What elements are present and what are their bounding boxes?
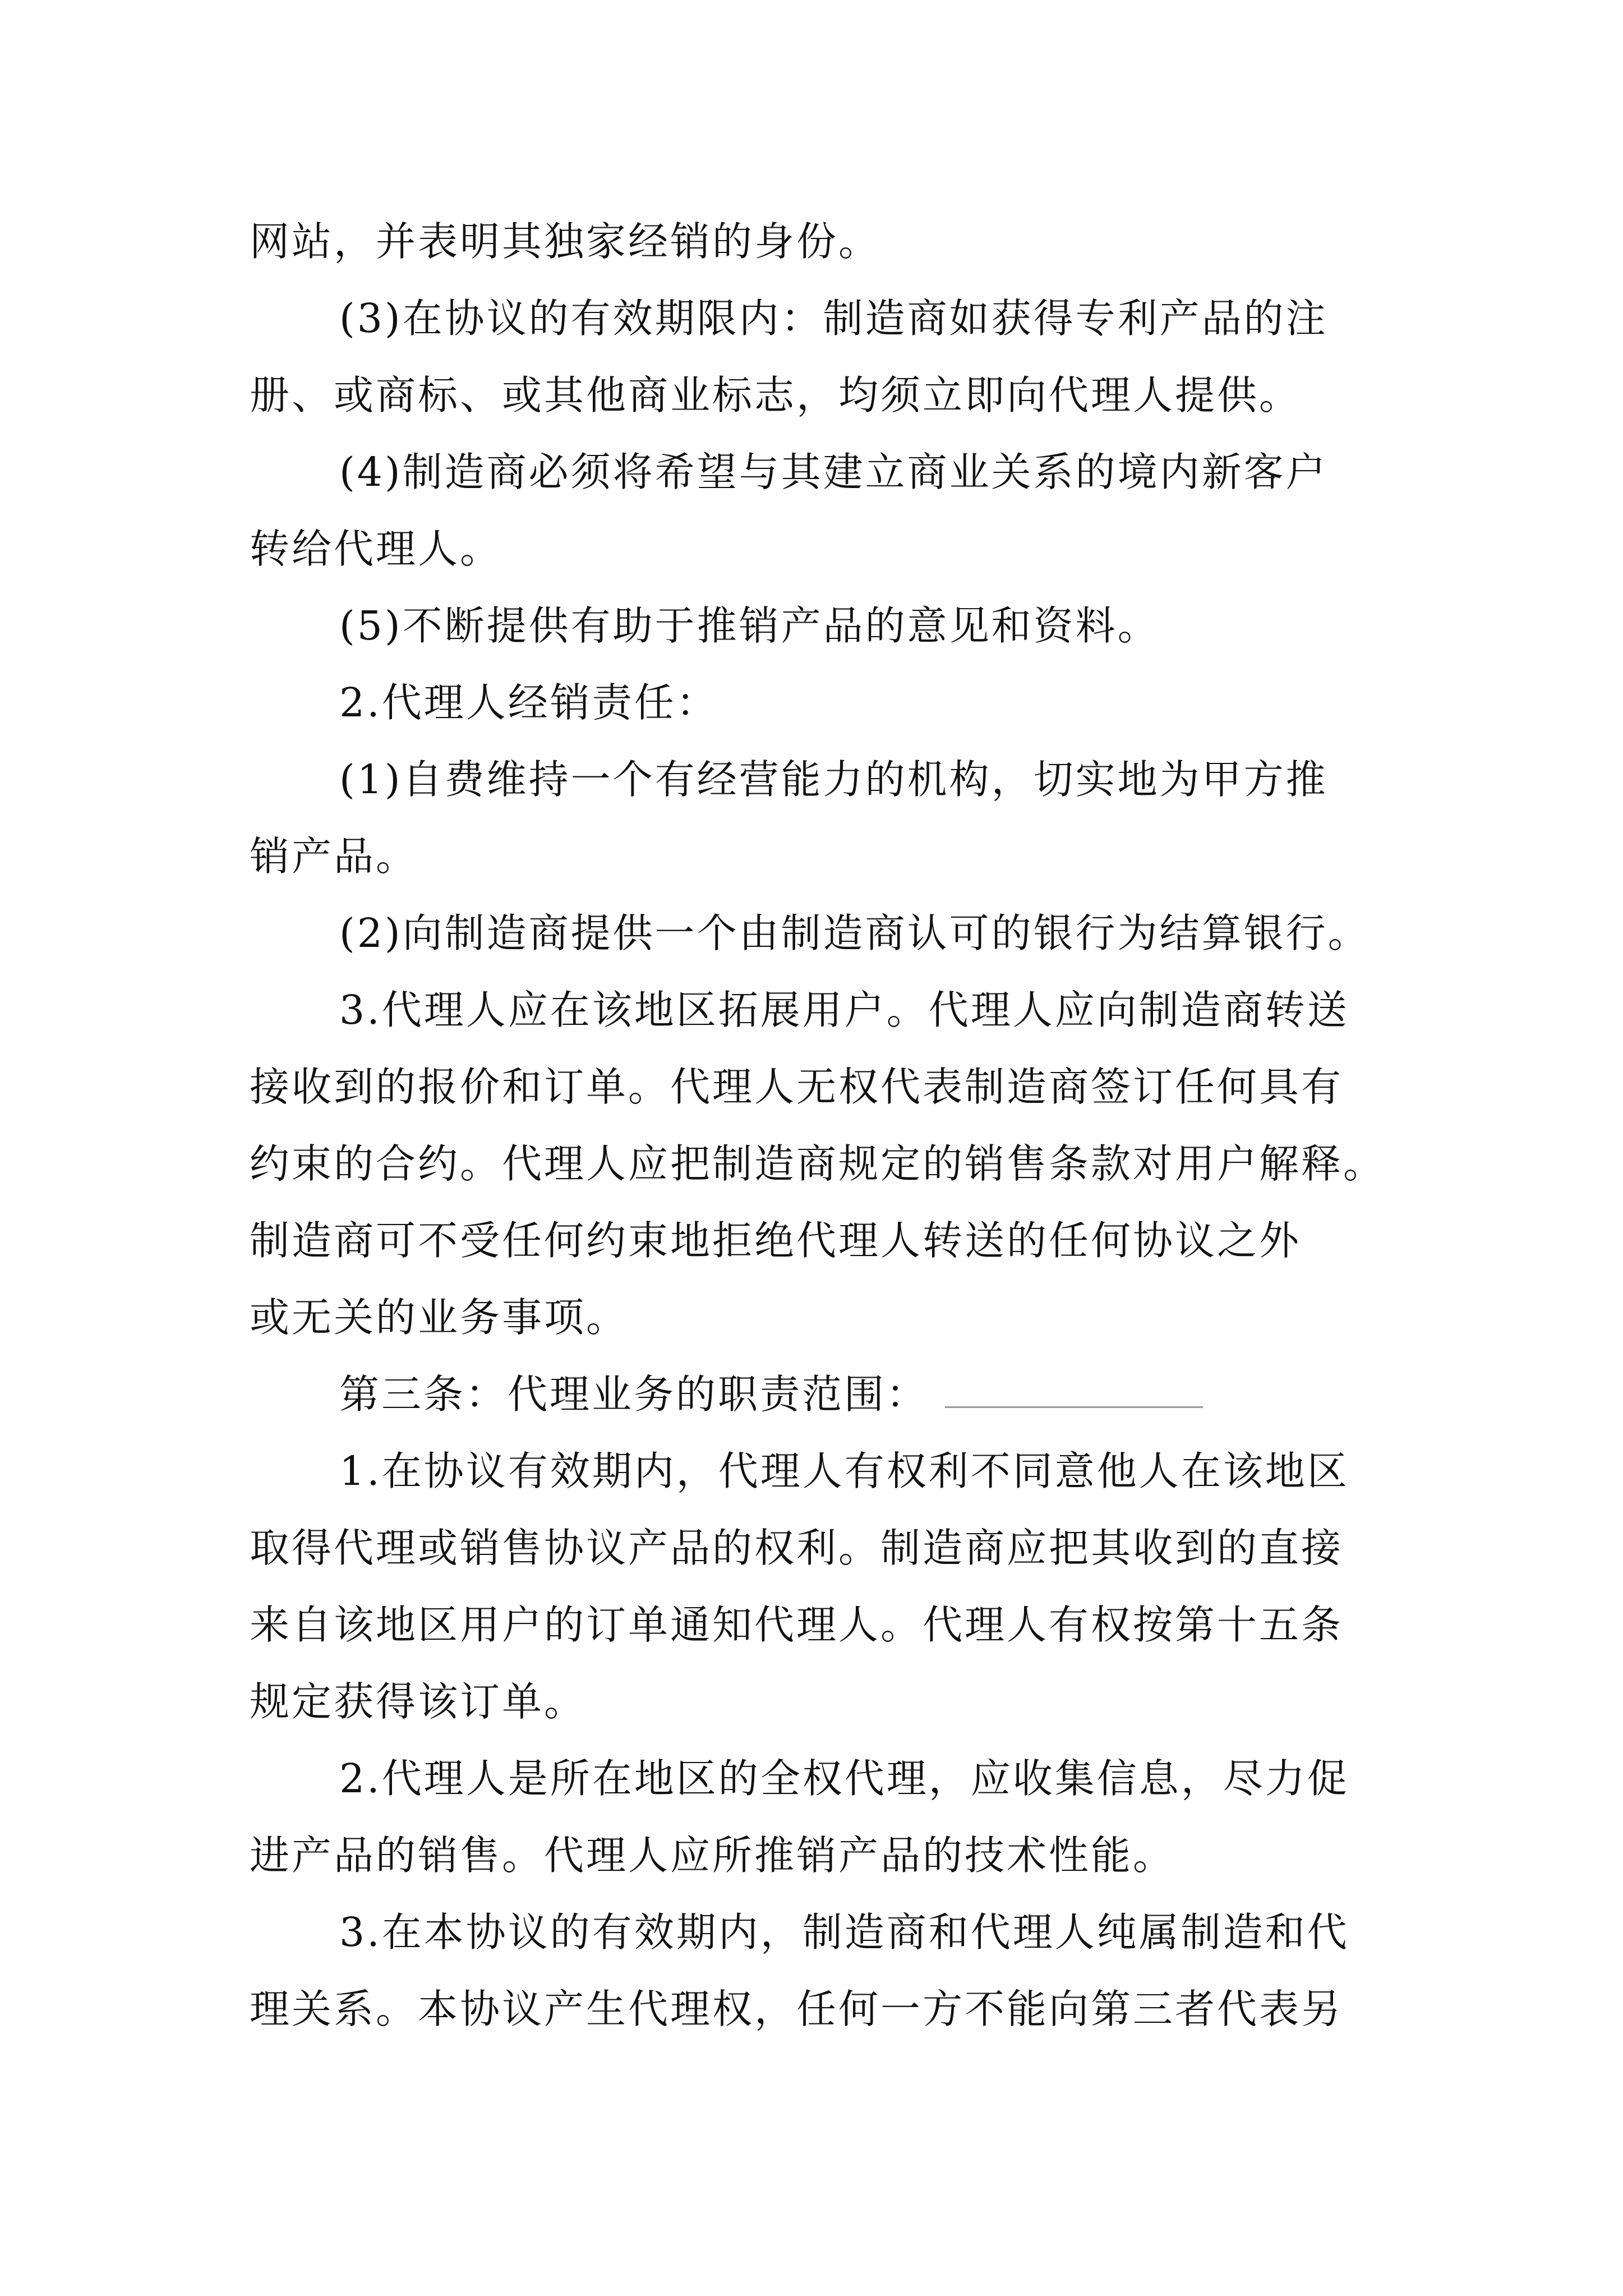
paragraph-line: 2.代理人是所在地区的全权代理，应收集信息，尽力促 — [339, 1755, 1349, 1802]
article-heading-line — [250, 1356, 1382, 1433]
paragraph-line: 转给代理人。 — [250, 526, 502, 572]
paragraph-line: 制造商可不受任何约束地拒绝代理人转送的任何协议之外 — [250, 1217, 1302, 1264]
paragraph-line: (5)不断提供有助于推销产品的意见和资料。 — [339, 602, 1160, 649]
paragraph-line: 销产品。 — [250, 833, 418, 880]
paragraph-line: 理关系。本协议产生代理权，任何一方不能向第三者代表另 — [250, 1986, 1344, 2032]
paragraph-line: 1.在协议有效期内，代理人有权利不同意他人在该地区 — [339, 1448, 1349, 1494]
paragraph-line: 取得代理或销售协议产品的权利。制造商应把其收到的直接 — [250, 1525, 1344, 1571]
paragraph-line: 约束的合约。代理人应把制造商规定的销售条款对用户解释。 — [250, 1140, 1386, 1187]
paragraph-line: 或无关的业务事项。 — [250, 1294, 629, 1341]
paragraph-line: 3.在本协议的有效期内，制造商和代理人纯属制造和代 — [339, 1909, 1349, 1955]
paragraph-line: 规定获得该订单。 — [250, 1678, 587, 1725]
blank-fill-line — [945, 1372, 1203, 1408]
paragraph-line: 接收到的报价和订单。代理人无权代表制造商签订任何具有 — [250, 1064, 1344, 1110]
paragraph-line: (1)自费维持一个有经营能力的机构，切实地为甲方推 — [339, 756, 1328, 803]
section-heading: 2.代理人经销责任： — [339, 679, 718, 726]
paragraph-line: 册、或商标、或其他商业标志，均须立即向代理人提供。 — [250, 372, 1302, 418]
paragraph-line: 网站，并表明其独家经销的身份。 — [250, 218, 881, 265]
paragraph-line: 进产品的销售。代理人应所推销产品的技术性能。 — [250, 1832, 1175, 1879]
paragraph-line: (2)向制造商提供一个由制造商认可的银行为结算银行。 — [339, 910, 1370, 956]
body-text — [250, 203, 1386, 2047]
paragraph-line: (4)制造商必须将希望与其建立商业关系的境内新客户 — [339, 449, 1328, 495]
paragraph-line: 3.代理人应在该地区拓展用户。代理人应向制造商转送 — [339, 987, 1349, 1033]
paragraph-line: (3)在协议的有效期限内：制造商如获得专利产品的注 — [339, 295, 1328, 342]
paragraph-line: 来自该地区用户的订单通知代理人。代理人有权按第十五条 — [250, 1602, 1344, 1648]
article-heading: 第三条：代理业务的职责范围： — [339, 1371, 929, 1418]
